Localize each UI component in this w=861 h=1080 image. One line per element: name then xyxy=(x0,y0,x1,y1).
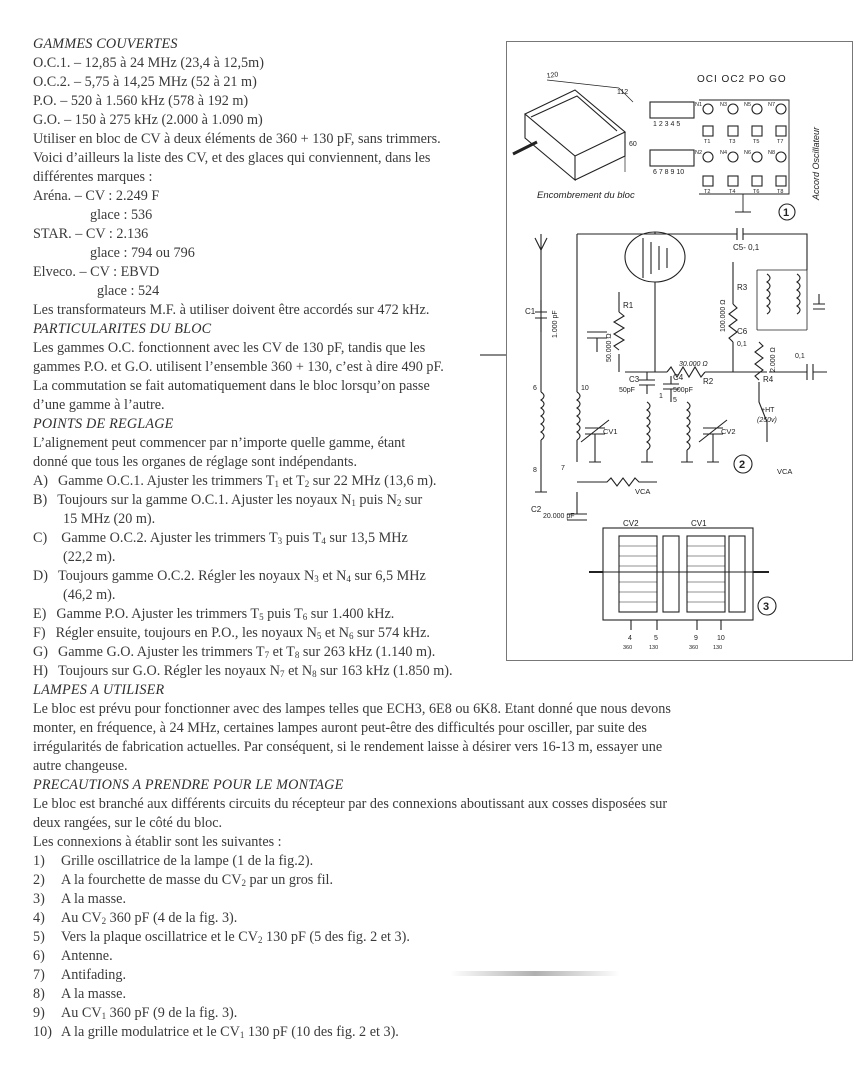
connection-item: 2) A la fourchette de masse du $CV_2$ par un gros fil. xyxy=(33,872,334,888)
section-heading-particularites: PARTICULARITES DU BLOC xyxy=(33,321,212,337)
label-cv1-gang: CV1 xyxy=(691,519,707,528)
text-line: irrégularités de fabrication actuelles. Par conséquent, si le rendement laisse à désirer vers 16-13 m, essayer une xyxy=(33,739,663,755)
fig3-number: 3 xyxy=(763,601,770,613)
n-label: N5 xyxy=(744,102,752,108)
t-label: T2 xyxy=(704,189,711,195)
value-c4: 500pF xyxy=(673,387,693,394)
section-heading-lampes: LAMPES A UTILISER xyxy=(33,682,165,698)
t-label: T4 xyxy=(729,189,736,195)
step-e: E) Gamme P.O. Ajuster les trimmers $T_5$ puis $T_6$ sur 1.400 kHz. xyxy=(33,606,395,622)
fig-dim-112: 112 xyxy=(617,89,629,96)
connection-item: 5) Vers la plaque oscillatrice et le $CV_2$ 130 pF (5 des fig. 2 et 3). xyxy=(33,929,410,945)
text-line: Voici d’ailleurs la liste des CV, et des glaces qui conviennent, dans les xyxy=(33,150,431,166)
label-c3: C3 xyxy=(629,375,640,384)
value-r3: 100.000 Ω xyxy=(720,299,727,332)
label-c2: C2 xyxy=(531,505,542,514)
fig-pins-row1: 1 2 3 4 5 xyxy=(653,121,681,128)
connection-item: 9) Au $CV_1$ 360 pF (9 de la fig. 3). xyxy=(33,1005,238,1021)
fig-dim-120: 120 xyxy=(546,71,559,80)
text-line: Le bloc est prévu pour fonctionner avec des lampes telles que ECH3, 6E8 ou 6K8. Etant donné que nous devons xyxy=(33,701,671,717)
cv-value: 360 xyxy=(689,645,699,651)
n-label: N8 xyxy=(768,150,776,156)
brand-star-glace: glace : 794 ou 796 xyxy=(90,245,195,261)
cv-value: 130 xyxy=(649,645,659,651)
text-line: Les connexions à établir sont les suivantes : xyxy=(33,834,282,850)
cv-pin: 5 xyxy=(654,635,658,642)
t-label: T8 xyxy=(777,189,784,195)
label-c4: C4 xyxy=(673,373,684,382)
value-ht: (250v) xyxy=(757,417,777,424)
connection-item: 1) Grille oscillatrice de la lampe (1 de la fig.2). xyxy=(33,853,314,869)
value-r1: 50.000 Ω xyxy=(606,333,613,362)
text-line: L’alignement peut commencer par n’importe quelle gamme, étant xyxy=(33,435,406,451)
connection-item: 10) A la grille modulatrice et le $CV_1$ 130 pF (10 des fig. 2 et 3). xyxy=(33,1024,399,1040)
t-label: T3 xyxy=(729,139,736,145)
brand-arena-glace: glace : 536 xyxy=(90,207,153,223)
brand-star: STAR. – CV : 2.136 xyxy=(33,226,149,242)
brand-arena: Aréna. – CV : 2.249 F xyxy=(33,188,160,204)
cv-pin: 9 xyxy=(694,635,698,642)
step-g: G) Gamme G.O. Ajuster les trimmers $T_7$ et $T_8$ sur 263 kHz (1.140 m). xyxy=(33,644,436,660)
fig-dim-60: 60 xyxy=(629,141,637,148)
section-heading-precautions: PRECAUTIONS A PRENDRE POUR LE MONTAGE xyxy=(33,777,344,793)
value-c1: 1.000 pF xyxy=(552,310,559,338)
text-line: deux rangées, sur le côté du bloc. xyxy=(33,815,223,831)
text-line: monter, en fréquence, à 24 MHz, certaines lampes auront peut-être des difficultés pour osciller, par suite des xyxy=(33,720,647,736)
label-r4: R4 xyxy=(763,375,774,384)
range-oc2: O.C.2. – 5,75 à 14,25 MHz (52 à 21 m) xyxy=(33,74,257,90)
step-d: D) Toujours gamme O.C.2. Régler les noyaux $N_3$ et $N_4$ sur 6,5 MHz xyxy=(33,568,426,584)
step-b-cont: 15 MHz (20 m). xyxy=(63,511,156,527)
figure-panel xyxy=(506,41,853,661)
label-vca-right: VCA xyxy=(777,467,793,476)
n-label: N1 xyxy=(695,102,703,108)
label-c6: C6 xyxy=(737,327,748,336)
fig1-number: 1 xyxy=(783,207,790,219)
fig-caption: Encombrement du bloc xyxy=(537,190,635,201)
text-line: Les transformateurs M.F. à utiliser doivent être accordés sur 472 kHz. xyxy=(33,302,430,318)
text-line: autre changeuse. xyxy=(33,758,128,774)
label-cv2-gang: CV2 xyxy=(623,519,639,528)
label-cv2-schematic: CV2 xyxy=(721,427,736,436)
step-c: C) Gamme O.C.2. Ajuster les trimmers $T_3$ puis $T_4$ sur 13,5 MHz xyxy=(33,530,408,546)
connection-item: 6) Antenne. xyxy=(33,948,113,964)
value-c3: 50pF xyxy=(619,387,635,394)
node-label: 5 xyxy=(673,397,677,404)
brand-elveco: Elveco. – CV : EBVD xyxy=(33,264,160,280)
step-f: F) Régler ensuite, toujours en P.O., les noyaux $N_5$ et $N_6$ sur 574 kHz. xyxy=(33,625,430,641)
text-line: La commutation se fait automatiquement dans le bloc lorsqu’on passe xyxy=(33,378,430,394)
node-label: 7 xyxy=(561,465,565,472)
connection-item: 7) Antifading. xyxy=(33,967,127,983)
connection-item: 8) A la masse. xyxy=(33,986,127,1002)
label-r3: R3 xyxy=(737,283,748,292)
fig2-number: 2 xyxy=(739,459,746,471)
t-label: T6 xyxy=(753,189,760,195)
step-a: A) Gamme O.C.1. Ajuster les trimmers $T_1$ et $T_2$ sur 22 MHz (13,6 m). xyxy=(33,473,437,489)
t-label: T1 xyxy=(704,139,711,145)
step-h: H) Toujours sur G.O. Régler les noyaux $N_7$ et $N_8$ sur 163 kHz (1.850 m). xyxy=(33,663,453,679)
label-ht: +HT xyxy=(761,407,775,414)
fig-pins-row2: 6 7 8 9 10 xyxy=(653,169,685,176)
n-label: N7 xyxy=(768,102,776,108)
label-cv1-schematic: CV1 xyxy=(603,427,618,436)
step-b: B) Toujours sur la gamme O.C.1. Ajuster les noyaux $N_1$ puis $N_2$ sur xyxy=(33,492,423,508)
text-line: Utiliser en bloc de CV à deux éléments de 360 + 130 pF, sans trimmers. xyxy=(33,131,441,147)
fig-top-labels: OCI OC2 PO GO xyxy=(697,74,787,85)
label-vca-left: VCA xyxy=(635,487,651,496)
n-label: N6 xyxy=(744,150,752,156)
schematic-figure xyxy=(507,42,852,660)
connection-item: 4) Au $CV_2$ 360 pF (4 de la fig. 3). xyxy=(33,910,238,926)
value-r2: 30.000 Ω xyxy=(679,361,708,368)
step-d-cont: (46,2 m). xyxy=(63,587,116,603)
t-label: T5 xyxy=(753,139,760,145)
label-c1: C1 xyxy=(525,307,536,316)
node-label: 6 xyxy=(533,385,537,392)
section-heading-reglage: POINTS DE REGLAGE xyxy=(33,416,174,432)
text-line: Le bloc est branché aux différents circuits du récepteur par des connexions aboutissant aux cosses disposées sur xyxy=(33,796,668,812)
range-go: G.O. – 150 à 275 kHz (2.000 à 1.090 m) xyxy=(33,112,263,128)
text-line: gammes P.O. et G.O. utilisent l’ensemble 360 + 130, c’est à dire 490 pF. xyxy=(33,359,444,375)
node-label: 8 xyxy=(533,467,537,474)
cv-value: 360 xyxy=(623,645,633,651)
value-01: 0,1 xyxy=(795,353,805,360)
node-label: 1 xyxy=(659,393,663,400)
connection-item: 3) A la masse. xyxy=(33,891,127,907)
text-line: donné que tous les organes de réglage sont indépendants. xyxy=(33,454,357,470)
value-r4: 2.000 Ω xyxy=(770,347,777,372)
range-oc1: O.C.1. – 12,85 à 24 MHz (23,4 à 12,5m) xyxy=(33,55,264,71)
value-c2: 20.000 pF xyxy=(543,513,575,520)
fig-side-label: Accord Oscillateur xyxy=(811,126,821,200)
label-r2: R2 xyxy=(703,377,714,386)
brand-elveco-glace: glace : 524 xyxy=(97,283,160,299)
section-heading-gammes: GAMMES COUVERTES xyxy=(33,36,178,52)
text-line: d’une gamme à l’autre. xyxy=(33,397,165,413)
scan-smudge xyxy=(450,971,620,976)
n-label: N4 xyxy=(720,150,728,156)
node-label: 10 xyxy=(581,385,589,392)
cv-pin: 4 xyxy=(628,635,632,642)
label-r1: R1 xyxy=(623,301,634,310)
cv-pin: 10 xyxy=(717,635,725,642)
text-line: différentes marques : xyxy=(33,169,153,185)
step-c-cont: (22,2 m). xyxy=(63,549,116,565)
t-label: T7 xyxy=(777,139,784,145)
label-c5: C5- 0,1 xyxy=(733,243,760,252)
n-label: N3 xyxy=(720,102,728,108)
range-po: P.O. – 520 à 1.560 kHz (578 à 192 m) xyxy=(33,93,249,109)
cv-value: 130 xyxy=(713,645,723,651)
n-label: N2 xyxy=(695,150,703,156)
text-line: Les gammes O.C. fonctionnent avec les CV de 130 pF, tandis que les xyxy=(33,340,426,356)
value-c6: 0,1 xyxy=(737,341,747,348)
